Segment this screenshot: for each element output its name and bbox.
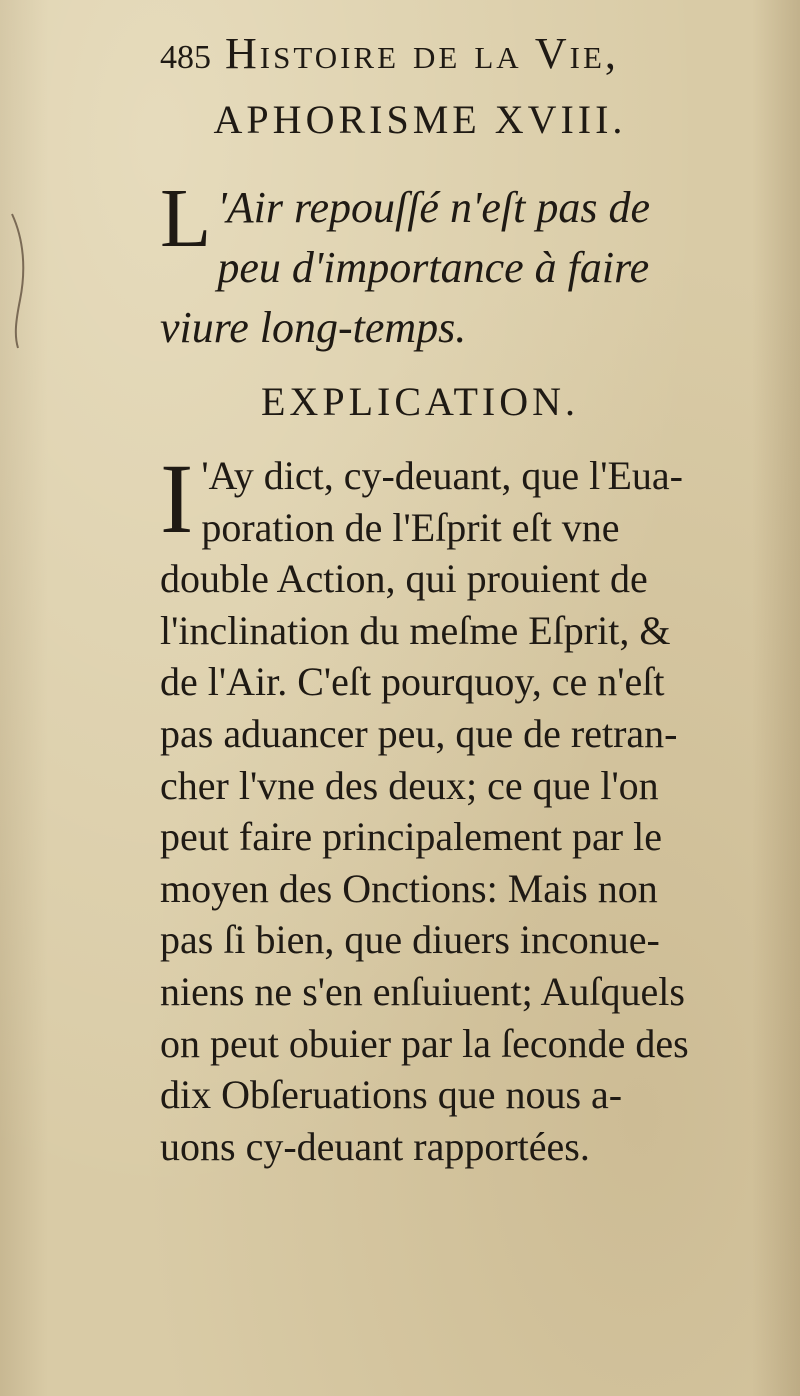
text-line: uons cy-deuant rapportées. — [160, 1123, 590, 1169]
aphorism-heading: APHORISME XVIII. — [213, 97, 627, 142]
text-line: on peut obuier par la ſeconde des — [160, 1020, 689, 1066]
margin-pencil-mark — [6, 210, 30, 350]
running-head — [160, 28, 760, 88]
text-line: l'inclination du meſme Eſprit, & — [160, 607, 671, 653]
text-line: moyen des Onctions: Mais non — [160, 865, 658, 911]
aphorism-initial: L — [160, 172, 212, 265]
text-line: 'Ay dict, cy-deuant, que l'Eua- — [201, 453, 683, 498]
aphorism-line: 'Air repouſſé n'eſt pas de — [217, 183, 650, 232]
page-number: 485 — [160, 39, 211, 76]
text-line: de l'Air. C'eſt pourquoy, ce n'eſt — [160, 659, 665, 705]
running-title: Histoire de la Vie, — [225, 29, 619, 78]
text-line: pas ſi bien, que diuers inconue- — [160, 917, 660, 963]
explication-heading: EXPLICATION. — [261, 379, 579, 424]
aphorism-line: peu d'importance à faire — [217, 243, 650, 292]
aphorism-line: viure long-temps. — [160, 303, 467, 352]
text-line: pas aduancer peu, que de retran- — [160, 710, 678, 756]
text-line: cher l'vne des deux; ce que l'on — [160, 762, 659, 808]
explication-text — [160, 443, 756, 1172]
text-line: dix Obſeruations que nous a- — [160, 1072, 623, 1118]
text-line: double Action, qui prouient de — [160, 556, 648, 602]
aphorism-text — [160, 172, 760, 358]
text-line: poration de l'Eſprit eſt vne — [201, 504, 620, 550]
explication-initial: I — [160, 443, 194, 554]
text-line: niens ne s'en enſuiuent; Auſquels — [160, 968, 685, 1014]
text-line: peut faire principalement par le — [160, 814, 662, 860]
